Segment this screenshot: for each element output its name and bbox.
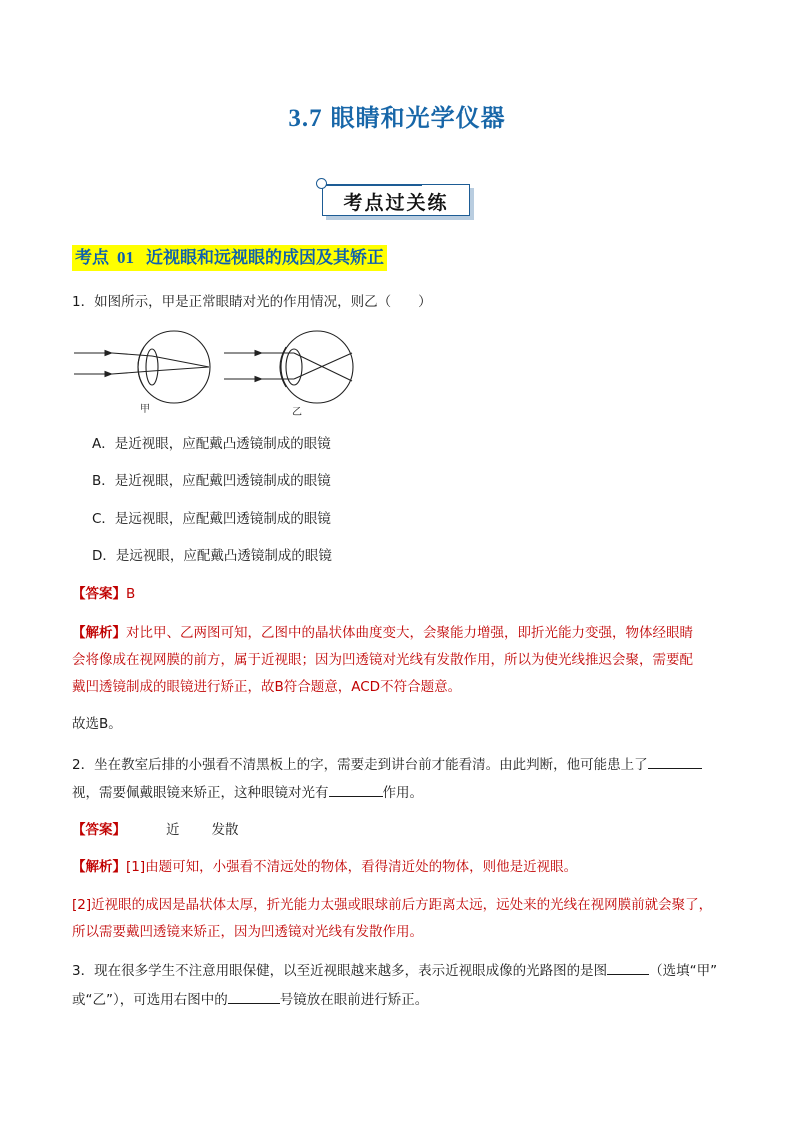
page-title [0, 98, 794, 133]
q2-stem-line-2 [72, 782, 423, 803]
answer-blank [648, 754, 702, 769]
section-number: 3.7 [288, 105, 323, 132]
q3-stem-text: 号镜放在眼前进行矫正。 [279, 992, 429, 1008]
eye-normal [74, 331, 210, 403]
q2-analysis-1 [72, 857, 577, 877]
q1-answer [72, 584, 135, 604]
q2-stem-line-1 [72, 754, 702, 775]
answer-blank [329, 782, 383, 797]
badge-ornament-line [326, 184, 422, 186]
q1-option-a: A．是近视眼，应配戴凸透镜制成的眼镜 [92, 436, 331, 452]
answer-value-1: 近 [166, 822, 180, 838]
analysis-tag: 【解析】 [72, 625, 126, 641]
q3-stem-text: 或“乙”），可选用右图中的 [72, 992, 228, 1008]
figure-label-left: 甲 [140, 404, 150, 415]
badge-ornament-dot [316, 178, 327, 189]
exam-badge [318, 178, 476, 218]
q2-stem-text: 2．坐在教室后排的小强看不清黑板上的字，需要走到讲台前才能看清。由此判断，他可能患上了 [72, 757, 648, 773]
analysis-text: 对比甲、乙两图可知，乙图中的晶状体曲度变大，会聚能力增强，即折光能力变强，物体经眼睛 [126, 625, 693, 641]
answer-value-2: 发散 [211, 822, 239, 838]
badge-box [322, 184, 470, 216]
q2-stem-text: 作用。 [382, 785, 423, 801]
section-heading [72, 245, 387, 271]
answer-tag: 【答案】 [72, 822, 126, 838]
q1-option-d: D．是远视眼，应配戴凸透镜制成的眼镜 [92, 548, 332, 564]
answer-blank [228, 989, 280, 1004]
q1-stem: 1．如图所示，甲是正常眼睛对光的作用情况，则乙（ ） [72, 294, 432, 310]
badge-label: 考点过关练 [343, 192, 449, 214]
q2-answer [72, 820, 239, 840]
section-prefix: 考点 [75, 248, 109, 268]
q2-analysis-2b: 所以需要戴凹透镜来矫正，因为凹透镜对光线有发散作用。 [72, 924, 423, 940]
q2-analysis-2a: [2]近视眼的成因是晶状体太厚，折光能力太强或眼球前后方距离太远，远处来的光线在视网膜前就会聚了， [72, 897, 713, 913]
answer-tag: 【答案】 [72, 586, 126, 602]
analysis-tag: 【解析】 [72, 859, 126, 875]
q2-stem-text: 视，需要佩戴眼镜来矫正，这种眼镜对光有 [72, 785, 329, 801]
q1-option-c: C．是远视眼，应配戴凹透镜制成的眼镜 [92, 511, 331, 527]
q1-option-b: B．是近视眼，应配戴凹透镜制成的眼镜 [92, 473, 331, 489]
q1-analysis-line-2: 会将像成在视网膜的前方，属于近视眼；因为凹透镜对光线有发散作用，所以为使光线推迟会聚，需要配 [72, 652, 693, 668]
q3-stem-line-2 [72, 989, 428, 1010]
section-title: 近视眼和远视眼的成因及其矫正 [146, 248, 384, 268]
eye-myopic [224, 331, 353, 403]
q3-stem-text: 3．现在很多学生不注意用眼保健，以至近视眼越来越多，表示近视眼成像的光路图的是图 [72, 963, 608, 979]
section-code: 01 [117, 248, 134, 267]
q1-analysis-line-3: 戴凹透镜制成的眼镜进行矫正，故B符合题意，ACD不符合题意。 [72, 679, 462, 695]
q1-eye-figure [72, 323, 362, 418]
q3-stem-line-1 [72, 960, 717, 981]
q1-conclusion: 故选B。 [72, 716, 122, 732]
figure-label-right: 乙 [292, 407, 302, 418]
answer-blank [607, 960, 649, 975]
answer-value: B [126, 586, 136, 602]
q3-stem-text: （选填“甲” [649, 963, 718, 979]
q1-analysis-line-1 [72, 623, 693, 643]
title-text: 眼睛和光学仪器 [330, 104, 506, 132]
analysis-text: [1]由题可知，小强看不清远处的物体，看得清近处的物体，则他是近视眼。 [126, 859, 578, 875]
